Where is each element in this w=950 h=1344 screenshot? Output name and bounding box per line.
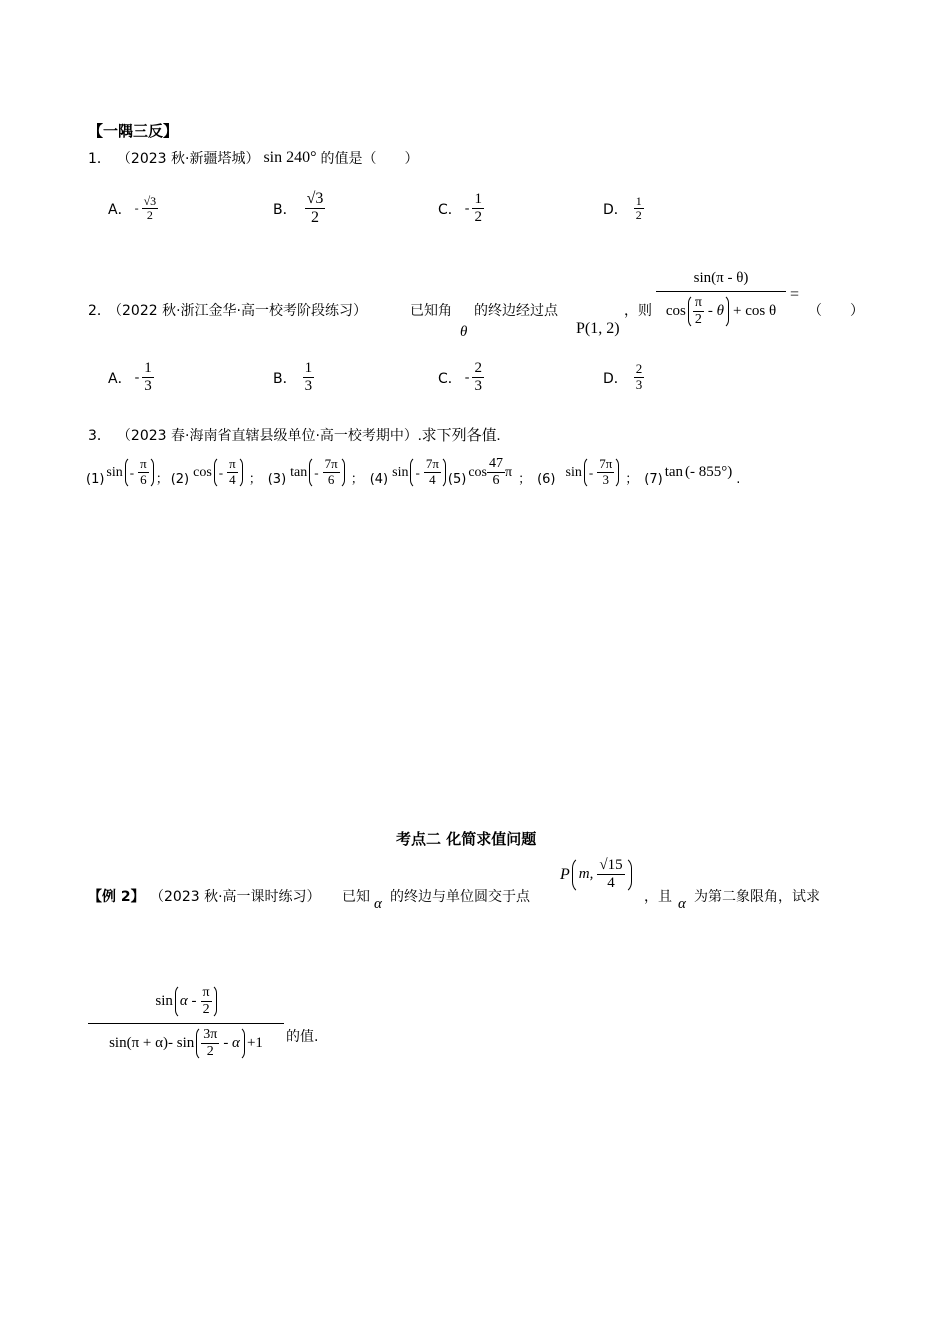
example-text3: ，且 — [644, 889, 672, 905]
q3-item-3-arg: - $\frac{7\pi}{6}$ — [309, 456, 344, 489]
expression-numerator: sin α - $\frac{\pi}{2}$ — [88, 984, 284, 1024]
q3-item-index: (1) — [86, 472, 105, 488]
q2-blank: （ ） — [808, 303, 864, 319]
expression-denominator: sin(π + α)- sin $\frac{3\pi}{2}$ - α +1 — [88, 1024, 284, 1061]
q3-text: .求下列各值. — [417, 428, 501, 444]
example-text2: 的终边与单位圆交于点 — [390, 889, 530, 905]
q2-equals: = — [790, 286, 800, 303]
q2-options — [108, 360, 808, 396]
q2-text1: 已知角 — [410, 303, 452, 319]
example-alpha: α — [374, 896, 382, 912]
example-text1: 已知 — [342, 889, 370, 905]
q1-option-d[interactable]: D． $\frac{1}{2}$ — [603, 193, 642, 223]
q3-item-index: (7) — [644, 472, 663, 488]
q3-item-6-arg: - $\frac{7\pi}{3}$ — [584, 456, 619, 489]
q1-text: 的值是（ ） — [320, 151, 419, 167]
q3-source: （2023 春·海南省直辖县级单位·高一校考期中） — [116, 427, 418, 444]
question-3 — [88, 424, 500, 445]
q3-item-index: (4) — [369, 472, 389, 488]
section-heading: 【一隅三反】 — [88, 122, 179, 140]
example-text5: 的值. — [286, 1029, 319, 1045]
example-alpha-2: α — [678, 896, 686, 912]
q2-theta: θ — [460, 324, 468, 340]
q1-option-b[interactable]: B． $\frac{√3}{2}$ — [273, 190, 324, 227]
q3-item-index: (3) — [267, 472, 287, 488]
q2-point: P(1, 2) — [576, 320, 620, 337]
example-text4: 为第二象限角，试求 — [694, 889, 820, 905]
q1-expression: sin 240° — [263, 149, 317, 166]
q1-options — [108, 190, 808, 228]
question-1 — [88, 148, 419, 168]
q1-option-c[interactable]: C． - $\frac{1}{2}$ — [438, 191, 482, 226]
q3-item-index: (5) — [447, 472, 467, 488]
q3-item-4-arg: - $\frac{7\pi}{4}$ — [410, 456, 445, 489]
q2-option-d[interactable]: D． $\frac{2}{3}$ — [603, 361, 643, 393]
q3-item-5-fraction: $\frac{47}{6}$ — [488, 456, 503, 489]
q2-text2: 的终边经过点 — [474, 303, 558, 319]
q1-number: 1． — [88, 151, 111, 167]
q3-items: (1) sin - $\frac{\pi}{6}$ ； (2) cos - $\frac{\pi}{4}$ ； (3) tan - $\frac{7\pi}{6}$ ； (4) sin - $\frac{7\pi}{4}$ (5) cos $\frac{47}{6}$ π ； (6) sin - $\frac{7\pi}{3}$ ； (7) tan (- 855°) . — [86, 456, 741, 489]
q3-item-1-arg: - $\frac{\pi}{6}$ — [125, 456, 154, 489]
example-point: P m, $\frac{√15}{4}$ — [560, 856, 632, 894]
example-label: 【例 2】 — [88, 889, 145, 905]
q1-option-a[interactable]: A． - $\frac{√3}{2}$ — [108, 193, 157, 223]
q2-fraction-denominator: cos $\frac{\pi}{2}$ - θ + cos θ — [656, 292, 786, 329]
q2-fraction — [656, 270, 786, 329]
q3-item-2-arg: - $\frac{\pi}{4}$ — [214, 456, 243, 489]
example-source: （2023 秋·高一课时练习） — [150, 889, 321, 905]
q3-item-index: (2) — [170, 472, 190, 488]
q2-option-b[interactable]: B． $\frac{1}{3}$ — [273, 360, 313, 395]
q2-fraction-numerator: sin(π - θ) — [656, 270, 786, 292]
q1-source: （2023 秋·新疆塔城） — [116, 151, 260, 167]
q3-item-index: (6) — [537, 472, 556, 488]
section-title: 考点二 化简求值问题 — [396, 830, 537, 848]
q3-number: 3． — [88, 427, 111, 444]
q2-option-c[interactable]: C． - $\frac{2}{3}$ — [438, 360, 482, 395]
q2-text3: ，则 — [624, 303, 652, 319]
example-expression — [88, 984, 284, 1061]
q2-number: 2． — [88, 303, 111, 319]
q2-option-a[interactable]: A． - $\frac{1}{3}$ — [108, 360, 152, 395]
q2-source: （2022 秋·浙江金华·高一校考阶段练习） — [108, 303, 367, 319]
